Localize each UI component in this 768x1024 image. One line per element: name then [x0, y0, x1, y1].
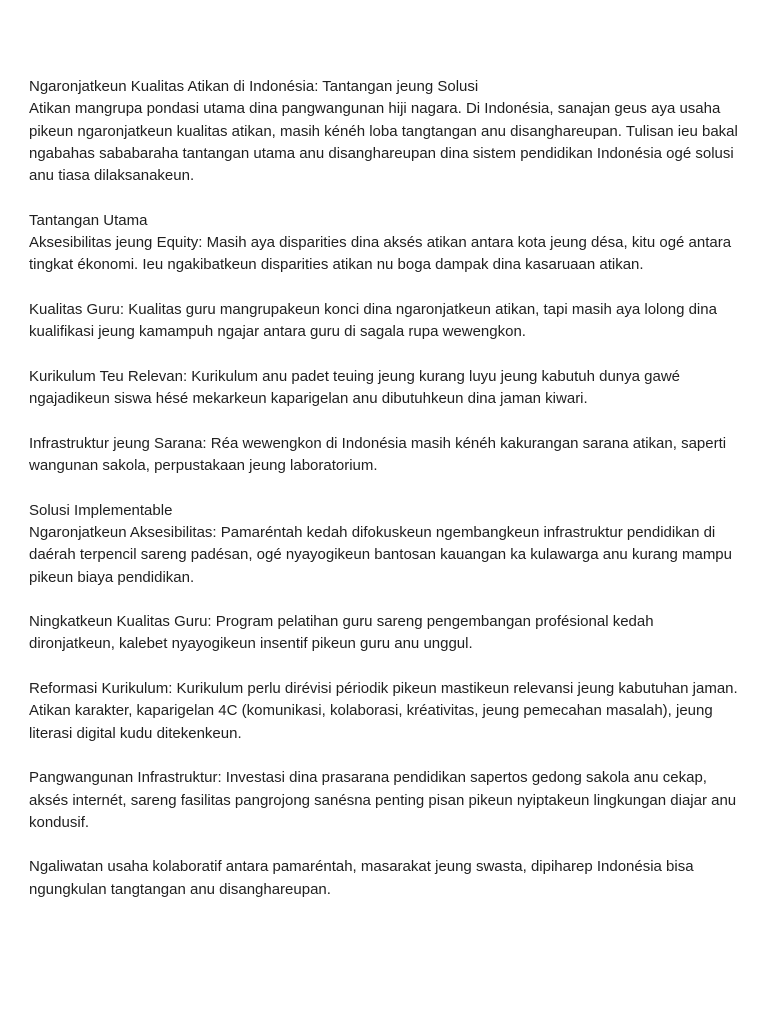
solution-paragraph-teacher-quality: Ningkatkeun Kualitas Guru: Program pelatihan guru sareng pengembangan profésional kedah dironjatkeun, kalebet nyayogikeun insentif pikeun guru anu unggul.	[29, 613, 654, 653]
intro-paragraph: Atikan mangrupa pondasi utama dina pangwangunan hiji nagara. Di Indonésia, sanajan geus aya usaha pikeun ngaronjatkeun kualitas atikan, masih kénéh loba tangtangan anu disanghareupan. Tulisan ieu bakal ngabahas sababaraha tantangan utama anu disanghareupan dina sistem pendidikan Indonésia ogé solusi anu tiasa dilaksanakeun.	[29, 100, 738, 185]
solution-paragraph-infrastructure: Pangwangunan Infrastruktur: Investasi dina prasarana pendidikan sapertos gedong sakola anu cekap, aksés internét, sareng fasilitas pangrojong sanésna penting pisan pikeun nyiptakeun lingkungan diajar anu kondusif.	[29, 769, 737, 831]
challenge-paragraph-accessibility: Aksesibilitas jeung Equity: Masih aya disparities dina aksés atikan antara kota jeung désa, kitu ogé antara tingkat ékonomi. Ieu ngakibatkeun disparities atikan nu boga dampak dina kasaruaan atikan.	[29, 234, 732, 274]
challenge-paragraph-infrastructure: Infrastruktur jeung Sarana: Réa wewengkon di Indonésia masih kénéh kakurangan sarana atikan, saperti wangunan sakola, perpustakaan jeung laboratorium.	[29, 434, 727, 475]
challenge-paragraph-teacher-quality: Kualitas Guru: Kualitas guru mangrupakeun konci dina ngaronjatkeun atikan, tapi masih aya lolong dina kualifikasi jeung kamampuh ngajar antara guru di sagala rupa wewengkon.	[29, 300, 717, 341]
document-body	[29, 76, 741, 901]
closing-paragraph: Ngaliwatan usaha kolaboratif antara pamaréntah, masarakat jeung swasta, dipiharep Indonésia bisa ngungkulan tangtangan anu disanghareupan.	[29, 858, 694, 898]
solution-paragraph-accessibility: Ngaronjatkeun Aksesibilitas: Pamaréntah kedah difokuskeun ngembangkeun infrastruktur pendidikan di daérah terpencil sareng padésan, ogé nyayogikeun bantosan kauangan ka kulawarga anu kurang mampu pikeun biaya pendidikan.	[29, 523, 732, 586]
challenges-heading: Tantangan Utama	[29, 211, 148, 229]
challenge-paragraph-curriculum: Kurikulum Teu Relevan: Kurikulum anu padet teuing jeung kurang luyu jeung kabutuh dunya gawé ngajadikeun siswa hésé mekarkeun kaparigelan anu dibutuhkeun dina jaman kiwari.	[29, 367, 680, 408]
document-title: Ngaronjatkeun Kualitas Atikan di Indonésia: Tantangan jeung Solusi	[29, 78, 479, 95]
solutions-heading: Solusi Implementable	[29, 501, 173, 519]
solution-paragraph-curriculum: Reformasi Kurikulum: Kurikulum perlu dirévisi périodik pikeun mastikeun relevansi jeung kabutuhan jaman. Atikan karakter, kaparigelan 4C (komunikasi, kolaborasi, kréativitas, jeung pemecahan masalah), jeung literasi digital kudu ditekenkeun.	[29, 680, 738, 742]
